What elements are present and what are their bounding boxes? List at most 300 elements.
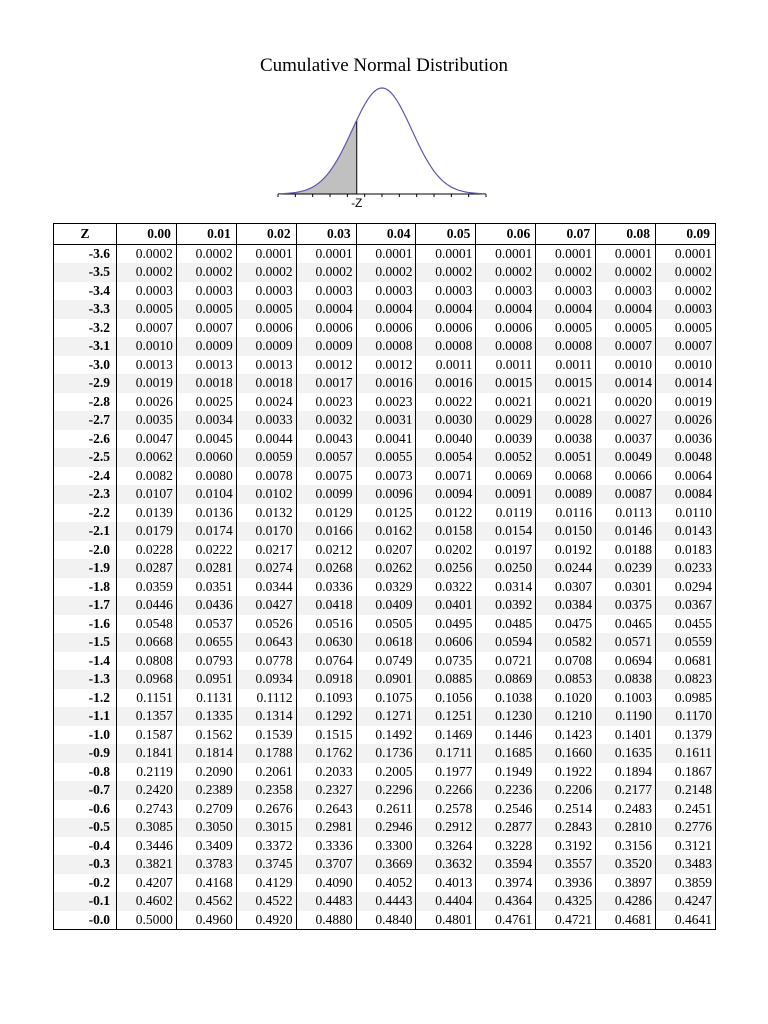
probability-cell: 0.3264 — [416, 837, 476, 856]
probability-cell: 0.0038 — [536, 430, 596, 449]
probability-cell: 0.0019 — [117, 374, 177, 393]
probability-cell: 0.3050 — [176, 818, 236, 837]
probability-cell: 0.1020 — [536, 689, 596, 708]
probability-cell: 0.3520 — [596, 855, 656, 874]
probability-cell: 0.0139 — [117, 504, 177, 523]
probability-cell: 0.0274 — [236, 559, 296, 578]
probability-cell: 0.0037 — [596, 430, 656, 449]
z-value-cell: -2.6 — [54, 430, 117, 449]
probability-cell: 0.0136 — [176, 504, 236, 523]
probability-cell: 0.0003 — [596, 282, 656, 301]
probability-cell: 0.0188 — [596, 541, 656, 560]
probability-cell: 0.0869 — [476, 670, 536, 689]
z-marker-label: -Z — [351, 196, 363, 210]
table-row — [54, 855, 716, 874]
probability-cell: 0.0094 — [416, 485, 476, 504]
probability-cell: 0.1379 — [656, 726, 716, 745]
page-title: Cumulative Normal Distribution — [259, 55, 509, 76]
probability-cell: 0.0002 — [356, 263, 416, 282]
probability-cell: 0.0668 — [117, 633, 177, 652]
probability-cell: 0.0154 — [476, 522, 536, 541]
probability-cell: 0.2148 — [656, 781, 716, 800]
probability-cell: 0.1357 — [117, 707, 177, 726]
probability-cell: 0.0233 — [656, 559, 716, 578]
probability-cell: 0.0059 — [236, 448, 296, 467]
probability-cell: 0.0287 — [117, 559, 177, 578]
probability-cell: 0.0125 — [356, 504, 416, 523]
probability-cell: 0.0885 — [416, 670, 476, 689]
probability-cell: 0.1056 — [416, 689, 476, 708]
z-value-cell: -1.7 — [54, 596, 117, 615]
probability-cell: 0.2776 — [656, 818, 716, 837]
table-row — [54, 726, 716, 745]
probability-cell: 0.3409 — [176, 837, 236, 856]
probability-cell: 0.1292 — [296, 707, 356, 726]
probability-cell: 0.0024 — [236, 393, 296, 412]
probability-cell: 0.0367 — [656, 596, 716, 615]
probability-cell: 0.0004 — [416, 300, 476, 319]
probability-cell: 0.0019 — [656, 393, 716, 412]
probability-cell: 0.0039 — [476, 430, 536, 449]
probability-cell: 0.0004 — [296, 300, 356, 319]
z-value-cell: -1.4 — [54, 652, 117, 671]
probability-cell: 0.0322 — [416, 578, 476, 597]
normal-curve-graphic — [270, 82, 494, 212]
table-row — [54, 356, 716, 375]
probability-cell: 0.0013 — [176, 356, 236, 375]
table-row — [54, 430, 716, 449]
probability-cell: 0.2296 — [356, 781, 416, 800]
probability-cell: 0.0033 — [236, 411, 296, 430]
probability-cell: 0.4052 — [356, 874, 416, 893]
probability-cell: 0.0207 — [356, 541, 416, 560]
probability-cell: 0.1131 — [176, 689, 236, 708]
probability-cell: 0.0001 — [536, 244, 596, 263]
probability-cell: 0.1788 — [236, 744, 296, 763]
probability-cell: 0.0030 — [416, 411, 476, 430]
probability-cell: 0.0183 — [656, 541, 716, 560]
probability-cell: 0.0606 — [416, 633, 476, 652]
probability-cell: 0.0003 — [476, 282, 536, 301]
probability-cell: 0.0256 — [416, 559, 476, 578]
z-value-cell: -2.4 — [54, 467, 117, 486]
column-header: 0.06 — [476, 224, 536, 245]
table-row — [54, 263, 716, 282]
probability-cell: 0.0002 — [296, 263, 356, 282]
probability-cell: 0.2546 — [476, 800, 536, 819]
probability-cell: 0.3192 — [536, 837, 596, 856]
normal-curve-figure — [270, 82, 494, 212]
z-value-cell: -0.1 — [54, 892, 117, 911]
probability-cell: 0.2420 — [117, 781, 177, 800]
table-row — [54, 892, 716, 911]
table-row — [54, 874, 716, 893]
probability-cell: 0.0002 — [236, 263, 296, 282]
probability-cell: 0.4325 — [536, 892, 596, 911]
table-row — [54, 448, 716, 467]
z-value-cell: -2.7 — [54, 411, 117, 430]
probability-cell: 0.0025 — [176, 393, 236, 412]
probability-cell: 0.0016 — [356, 374, 416, 393]
probability-cell: 0.0087 — [596, 485, 656, 504]
probability-cell: 0.0017 — [296, 374, 356, 393]
probability-cell: 0.4286 — [596, 892, 656, 911]
probability-cell: 0.3085 — [117, 818, 177, 837]
probability-cell: 0.0002 — [656, 282, 716, 301]
probability-cell: 0.4522 — [236, 892, 296, 911]
probability-cell: 0.0007 — [176, 319, 236, 338]
probability-cell: 0.0217 — [236, 541, 296, 560]
probability-cell: 0.0003 — [536, 282, 596, 301]
probability-cell: 0.0409 — [356, 596, 416, 615]
probability-cell: 0.0002 — [117, 263, 177, 282]
table-row — [54, 763, 716, 782]
probability-cell: 0.0036 — [656, 430, 716, 449]
probability-cell: 0.2611 — [356, 800, 416, 819]
table-row — [54, 707, 716, 726]
probability-cell: 0.0681 — [656, 652, 716, 671]
probability-cell: 0.3669 — [356, 855, 416, 874]
probability-cell: 0.1660 — [536, 744, 596, 763]
probability-cell: 0.1112 — [236, 689, 296, 708]
probability-cell: 0.0359 — [117, 578, 177, 597]
probability-cell: 0.2236 — [476, 781, 536, 800]
probability-cell: 0.0005 — [536, 319, 596, 338]
probability-cell: 0.0043 — [296, 430, 356, 449]
probability-cell: 0.1515 — [296, 726, 356, 745]
z-value-cell: -2.9 — [54, 374, 117, 393]
probability-cell: 0.0078 — [236, 467, 296, 486]
probability-cell: 0.0022 — [416, 393, 476, 412]
probability-cell: 0.0026 — [656, 411, 716, 430]
probability-cell: 0.0004 — [476, 300, 536, 319]
probability-cell: 0.4247 — [656, 892, 716, 911]
density-curve — [278, 88, 486, 194]
probability-cell: 0.0146 — [596, 522, 656, 541]
probability-cell: 0.0035 — [117, 411, 177, 430]
probability-cell: 0.0080 — [176, 467, 236, 486]
probability-cell: 0.4364 — [476, 892, 536, 911]
probability-cell: 0.0918 — [296, 670, 356, 689]
probability-cell: 0.0028 — [536, 411, 596, 430]
probability-cell: 0.0162 — [356, 522, 416, 541]
probability-cell: 0.0003 — [176, 282, 236, 301]
z-value-cell: -2.0 — [54, 541, 117, 560]
probability-cell: 0.0104 — [176, 485, 236, 504]
probability-cell: 0.3483 — [656, 855, 716, 874]
probability-cell: 0.0001 — [236, 244, 296, 263]
z-value-cell: -0.2 — [54, 874, 117, 893]
probability-cell: 0.4920 — [236, 911, 296, 930]
probability-cell: 0.0031 — [356, 411, 416, 430]
probability-cell: 0.0582 — [536, 633, 596, 652]
z-value-cell: -3.4 — [54, 282, 117, 301]
probability-cell: 0.0062 — [117, 448, 177, 467]
probability-cell: 0.0838 — [596, 670, 656, 689]
probability-cell: 0.1401 — [596, 726, 656, 745]
probability-cell: 0.0465 — [596, 615, 656, 634]
probability-cell: 0.0934 — [236, 670, 296, 689]
probability-cell: 0.0012 — [356, 356, 416, 375]
probability-cell: 0.1539 — [236, 726, 296, 745]
probability-cell: 0.0823 — [656, 670, 716, 689]
probability-cell: 0.0057 — [296, 448, 356, 467]
probability-cell: 0.1170 — [656, 707, 716, 726]
probability-cell: 0.1949 — [476, 763, 536, 782]
probability-cell: 0.2578 — [416, 800, 476, 819]
probability-cell: 0.2981 — [296, 818, 356, 837]
probability-cell: 0.4013 — [416, 874, 476, 893]
probability-cell: 0.3632 — [416, 855, 476, 874]
probability-cell: 0.0116 — [536, 504, 596, 523]
probability-cell: 0.0084 — [656, 485, 716, 504]
probability-cell: 0.0005 — [176, 300, 236, 319]
probability-cell: 0.1736 — [356, 744, 416, 763]
probability-cell: 0.0150 — [536, 522, 596, 541]
probability-cell: 0.0455 — [656, 615, 716, 634]
column-header: 0.03 — [296, 224, 356, 245]
probability-cell: 0.4681 — [596, 911, 656, 930]
probability-cell: 0.3557 — [536, 855, 596, 874]
probability-cell: 0.0091 — [476, 485, 536, 504]
probability-cell: 0.0041 — [356, 430, 416, 449]
probability-cell: 0.0268 — [296, 559, 356, 578]
probability-cell: 0.0119 — [476, 504, 536, 523]
probability-cell: 0.0064 — [656, 467, 716, 486]
table-row — [54, 504, 716, 523]
probability-cell: 0.0655 — [176, 633, 236, 652]
probability-cell: 0.1685 — [476, 744, 536, 763]
probability-cell: 0.1335 — [176, 707, 236, 726]
probability-cell: 0.1038 — [476, 689, 536, 708]
probability-cell: 0.0001 — [656, 244, 716, 263]
probability-cell: 0.2389 — [176, 781, 236, 800]
probability-cell: 0.0012 — [296, 356, 356, 375]
probability-cell: 0.0329 — [356, 578, 416, 597]
probability-cell: 0.0505 — [356, 615, 416, 634]
probability-cell: 0.0485 — [476, 615, 536, 634]
probability-cell: 0.2912 — [416, 818, 476, 837]
z-value-cell: -3.0 — [54, 356, 117, 375]
z-value-cell: -0.3 — [54, 855, 117, 874]
probability-cell: 0.0129 — [296, 504, 356, 523]
probability-cell: 0.0002 — [536, 263, 596, 282]
probability-cell: 0.0107 — [117, 485, 177, 504]
probability-cell: 0.0764 — [296, 652, 356, 671]
probability-cell: 0.0475 — [536, 615, 596, 634]
probability-cell: 0.3936 — [536, 874, 596, 893]
probability-cell: 0.0143 — [656, 522, 716, 541]
probability-cell: 0.0853 — [536, 670, 596, 689]
probability-cell: 0.0032 — [296, 411, 356, 430]
probability-cell: 0.0375 — [596, 596, 656, 615]
probability-cell: 0.0004 — [356, 300, 416, 319]
z-value-cell: -0.9 — [54, 744, 117, 763]
probability-cell: 0.1711 — [416, 744, 476, 763]
probability-cell: 0.0011 — [536, 356, 596, 375]
probability-cell: 0.0082 — [117, 467, 177, 486]
table-row — [54, 374, 716, 393]
probability-cell: 0.0011 — [476, 356, 536, 375]
probability-cell: 0.0002 — [656, 263, 716, 282]
probability-cell: 0.0089 — [536, 485, 596, 504]
probability-cell: 0.0166 — [296, 522, 356, 541]
probability-cell: 0.0001 — [356, 244, 416, 263]
probability-cell: 0.3300 — [356, 837, 416, 856]
probability-cell: 0.0006 — [476, 319, 536, 338]
probability-cell: 0.2033 — [296, 763, 356, 782]
table-row — [54, 393, 716, 412]
probability-cell: 0.0009 — [176, 337, 236, 356]
probability-cell: 0.0068 — [536, 467, 596, 486]
probability-cell: 0.0250 — [476, 559, 536, 578]
probability-cell: 0.0016 — [416, 374, 476, 393]
probability-cell: 0.0006 — [236, 319, 296, 338]
probability-cell: 0.3446 — [117, 837, 177, 856]
probability-cell: 0.1587 — [117, 726, 177, 745]
probability-cell: 0.0170 — [236, 522, 296, 541]
probability-cell: 0.0007 — [117, 319, 177, 338]
probability-cell: 0.2451 — [656, 800, 716, 819]
probability-cell: 0.2483 — [596, 800, 656, 819]
probability-cell: 0.0446 — [117, 596, 177, 615]
probability-cell: 0.2514 — [536, 800, 596, 819]
probability-cell: 0.0013 — [236, 356, 296, 375]
probability-cell: 0.2877 — [476, 818, 536, 837]
probability-cell: 0.1003 — [596, 689, 656, 708]
z-value-cell: -3.1 — [54, 337, 117, 356]
probability-cell: 0.4801 — [416, 911, 476, 930]
probability-cell: 0.1210 — [536, 707, 596, 726]
probability-cell: 0.0001 — [596, 244, 656, 263]
probability-cell: 0.3897 — [596, 874, 656, 893]
probability-cell: 0.0571 — [596, 633, 656, 652]
z-value-cell: -3.3 — [54, 300, 117, 319]
table-row — [54, 837, 716, 856]
probability-cell: 0.0559 — [656, 633, 716, 652]
z-value-cell: -0.7 — [54, 781, 117, 800]
probability-cell: 0.0336 — [296, 578, 356, 597]
probability-cell: 0.0001 — [296, 244, 356, 263]
probability-cell: 0.0096 — [356, 485, 416, 504]
probability-cell: 0.0008 — [356, 337, 416, 356]
probability-cell: 0.0006 — [416, 319, 476, 338]
probability-cell: 0.0007 — [596, 337, 656, 356]
probability-cell: 0.0054 — [416, 448, 476, 467]
probability-cell: 0.0015 — [536, 374, 596, 393]
z-value-cell: -1.2 — [54, 689, 117, 708]
table-row — [54, 596, 716, 615]
z-value-cell: -2.3 — [54, 485, 117, 504]
z-value-cell: -1.1 — [54, 707, 117, 726]
probability-cell: 0.0179 — [117, 522, 177, 541]
probability-cell: 0.0003 — [296, 282, 356, 301]
probability-cell: 0.0113 — [596, 504, 656, 523]
probability-cell: 0.0003 — [416, 282, 476, 301]
probability-cell: 0.0099 — [296, 485, 356, 504]
probability-cell: 0.0392 — [476, 596, 536, 615]
probability-cell: 0.0066 — [596, 467, 656, 486]
probability-cell: 0.0694 — [596, 652, 656, 671]
probability-cell: 0.0005 — [117, 300, 177, 319]
probability-cell: 0.4562 — [176, 892, 236, 911]
probability-cell: 0.0294 — [656, 578, 716, 597]
probability-cell: 0.2676 — [236, 800, 296, 819]
probability-cell: 0.0071 — [416, 467, 476, 486]
probability-cell: 0.1562 — [176, 726, 236, 745]
table-row — [54, 337, 716, 356]
probability-cell: 0.0985 — [656, 689, 716, 708]
probability-cell: 0.0023 — [296, 393, 356, 412]
probability-cell: 0.0516 — [296, 615, 356, 634]
probability-cell: 0.0006 — [296, 319, 356, 338]
column-header: 0.04 — [356, 224, 416, 245]
table-body — [54, 244, 716, 930]
column-header: 0.01 — [176, 224, 236, 245]
probability-cell: 0.3745 — [236, 855, 296, 874]
probability-cell: 0.4641 — [656, 911, 716, 930]
probability-cell: 0.1446 — [476, 726, 536, 745]
probability-cell: 0.1894 — [596, 763, 656, 782]
probability-cell: 0.0158 — [416, 522, 476, 541]
probability-cell: 0.0023 — [356, 393, 416, 412]
probability-cell: 0.0018 — [236, 374, 296, 393]
probability-cell: 0.0004 — [596, 300, 656, 319]
probability-cell: 0.0051 — [536, 448, 596, 467]
probability-cell: 0.3015 — [236, 818, 296, 837]
probability-cell: 0.2810 — [596, 818, 656, 837]
probability-cell: 0.0708 — [536, 652, 596, 671]
probability-cell: 0.0548 — [117, 615, 177, 634]
probability-cell: 0.1922 — [536, 763, 596, 782]
probability-cell: 0.4483 — [296, 892, 356, 911]
table-row — [54, 541, 716, 560]
probability-cell: 0.1190 — [596, 707, 656, 726]
probability-cell: 0.3707 — [296, 855, 356, 874]
probability-cell: 0.0427 — [236, 596, 296, 615]
probability-cell: 0.0202 — [416, 541, 476, 560]
probability-cell: 0.0002 — [176, 263, 236, 282]
probability-cell: 0.1841 — [117, 744, 177, 763]
probability-cell: 0.0003 — [356, 282, 416, 301]
table-row — [54, 467, 716, 486]
table-row — [54, 744, 716, 763]
probability-cell: 0.0009 — [236, 337, 296, 356]
probability-cell: 0.4880 — [296, 911, 356, 930]
probability-cell: 0.0002 — [596, 263, 656, 282]
table-row — [54, 411, 716, 430]
probability-cell: 0.1635 — [596, 744, 656, 763]
column-header: 0.05 — [416, 224, 476, 245]
probability-cell: 0.4404 — [416, 892, 476, 911]
probability-cell: 0.0436 — [176, 596, 236, 615]
table-row — [54, 652, 716, 671]
probability-cell: 0.0192 — [536, 541, 596, 560]
z-value-cell: -0.4 — [54, 837, 117, 856]
probability-cell: 0.0110 — [656, 504, 716, 523]
probability-cell: 0.0228 — [117, 541, 177, 560]
probability-cell: 0.0808 — [117, 652, 177, 671]
probability-cell: 0.0014 — [596, 374, 656, 393]
probability-cell: 0.0005 — [656, 319, 716, 338]
probability-cell: 0.2119 — [117, 763, 177, 782]
z-value-cell: -1.8 — [54, 578, 117, 597]
probability-cell: 0.0007 — [656, 337, 716, 356]
probability-cell: 0.0951 — [176, 670, 236, 689]
probability-cell: 0.0721 — [476, 652, 536, 671]
table-row — [54, 615, 716, 634]
z-value-cell: -2.8 — [54, 393, 117, 412]
